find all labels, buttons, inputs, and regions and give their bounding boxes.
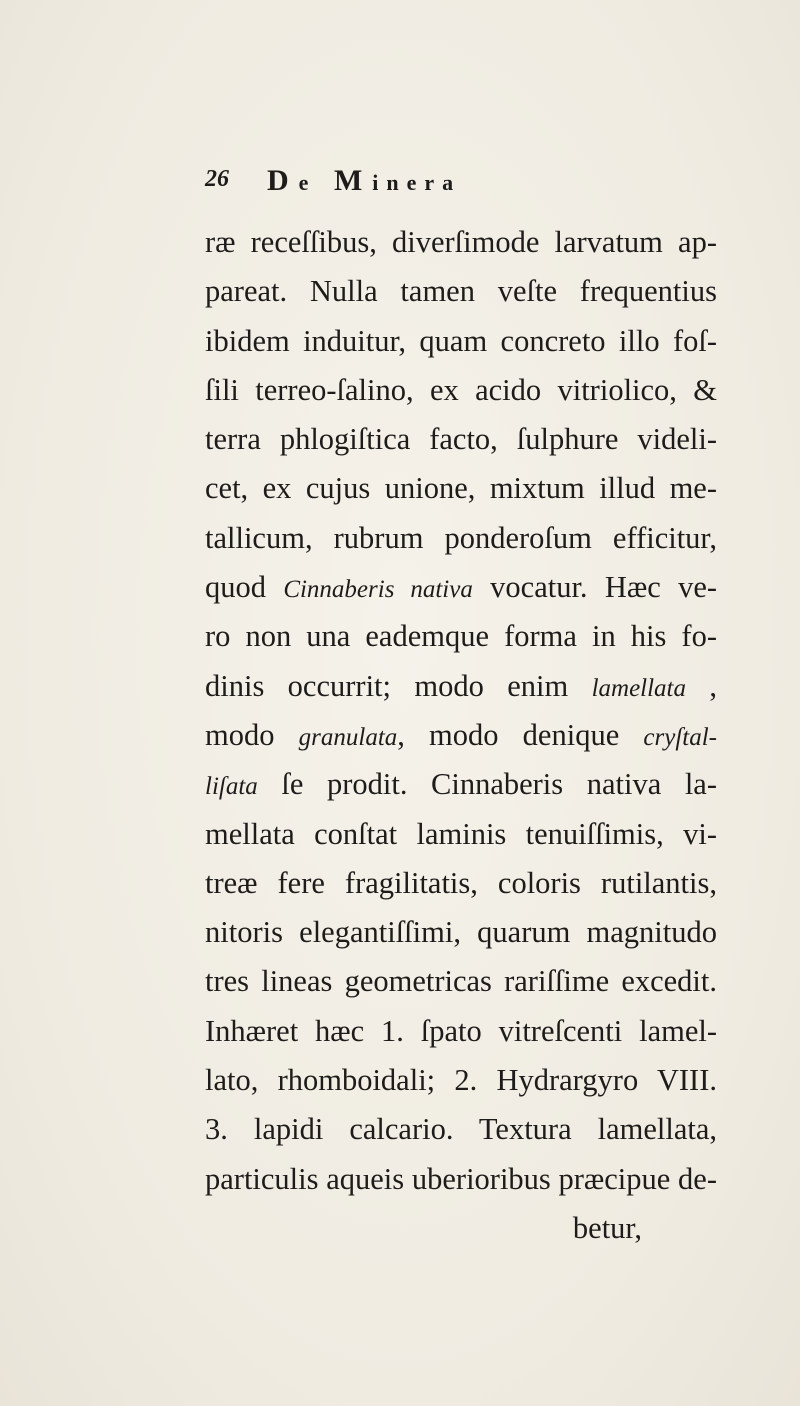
text-line: [205, 514, 717, 563]
text-line: [205, 563, 717, 612]
text-segment: particulis aqueis uberioribus præcipue de-: [205, 1161, 717, 1196]
title-initial: M: [333, 164, 373, 197]
text-segment: nitoris elegantiſſimi, quarum magnitudo: [205, 915, 717, 950]
text-line: [205, 317, 717, 366]
text-segment: Inhæret hæc 1. ſpato vitreſcenti lamel-: [205, 1013, 717, 1048]
text-line: [205, 366, 717, 415]
text-line: [205, 1007, 717, 1056]
text-segment: betur,: [572, 1210, 642, 1245]
text-segment: ſe prodit. Cinnaberis nativa la-: [257, 767, 717, 802]
italic-term: liſata: [205, 773, 258, 801]
text-line: [205, 957, 717, 1006]
text-segment: pareat. Nulla tamen veſte frequentius: [205, 274, 717, 309]
text-line: [205, 218, 717, 267]
running-title: [267, 164, 461, 198]
text-segment: 3. lapidi calcario. Textura lamellata,: [205, 1112, 717, 1147]
text-segment: dinis occurrit; modo enim: [205, 668, 592, 703]
title-text: e: [298, 170, 317, 195]
text-line: [205, 760, 717, 809]
text-segment: ræ receſſibus, diverſimode larvatum ap-: [205, 225, 717, 259]
text-segment: terra phlogiſtica facto, ſulphure videli-: [205, 422, 717, 457]
text-segment: modo: [205, 717, 299, 752]
italic-term: cryſtal-: [643, 723, 717, 751]
text-segment: lato, rhomboidali; 2. Hydrargyro VIII.: [205, 1063, 717, 1098]
text-segment: ro non una eademque forma in his fo-: [205, 619, 717, 654]
text-segment: treæ fere fragilitatis, coloris rutilantis,: [205, 865, 717, 900]
text-line: [205, 1056, 717, 1105]
italic-term: Cinnaberis nativa: [283, 576, 473, 604]
text-segment: tallicum, rubrum ponderoſum efficitur,: [205, 520, 717, 555]
text-line: [205, 859, 717, 908]
text-line: [205, 267, 717, 316]
text-line: [205, 612, 717, 661]
text-line: [205, 1105, 717, 1154]
title-initial: D: [267, 164, 299, 197]
text-line: [205, 415, 717, 464]
text-line: [205, 662, 717, 711]
text-segment: , modo denique: [397, 717, 644, 752]
text-segment: ,: [686, 668, 717, 703]
title-text: inera: [372, 170, 462, 195]
text-segment: ſili terreo-ſalino, ex acido vitriolico, &: [205, 372, 717, 407]
text-segment: vocatur. Hæc ve-: [472, 570, 718, 605]
text-line: [205, 1155, 717, 1204]
text-segment: tres lineas geometricas rariſſime excedit.: [205, 964, 717, 999]
text-segment: mellata conſtat laminis tenuiſſimis, vi-: [205, 816, 717, 851]
italic-term: lamellata: [591, 674, 686, 702]
text-line: [205, 908, 717, 957]
text-segment: quod: [205, 570, 284, 605]
text-line: [205, 810, 717, 859]
text-line: [205, 711, 717, 760]
body-text: [205, 218, 717, 1253]
italic-term: granulata: [298, 723, 398, 751]
running-header: [205, 164, 715, 204]
catchword-line: [205, 1204, 717, 1253]
text-line: [205, 464, 717, 513]
text-segment: ibidem induitur, quam concreto illo foſ-: [205, 323, 717, 358]
text-segment: cet, ex cujus unione, mixtum illud me-: [205, 471, 717, 506]
page-number: 26: [205, 166, 229, 192]
